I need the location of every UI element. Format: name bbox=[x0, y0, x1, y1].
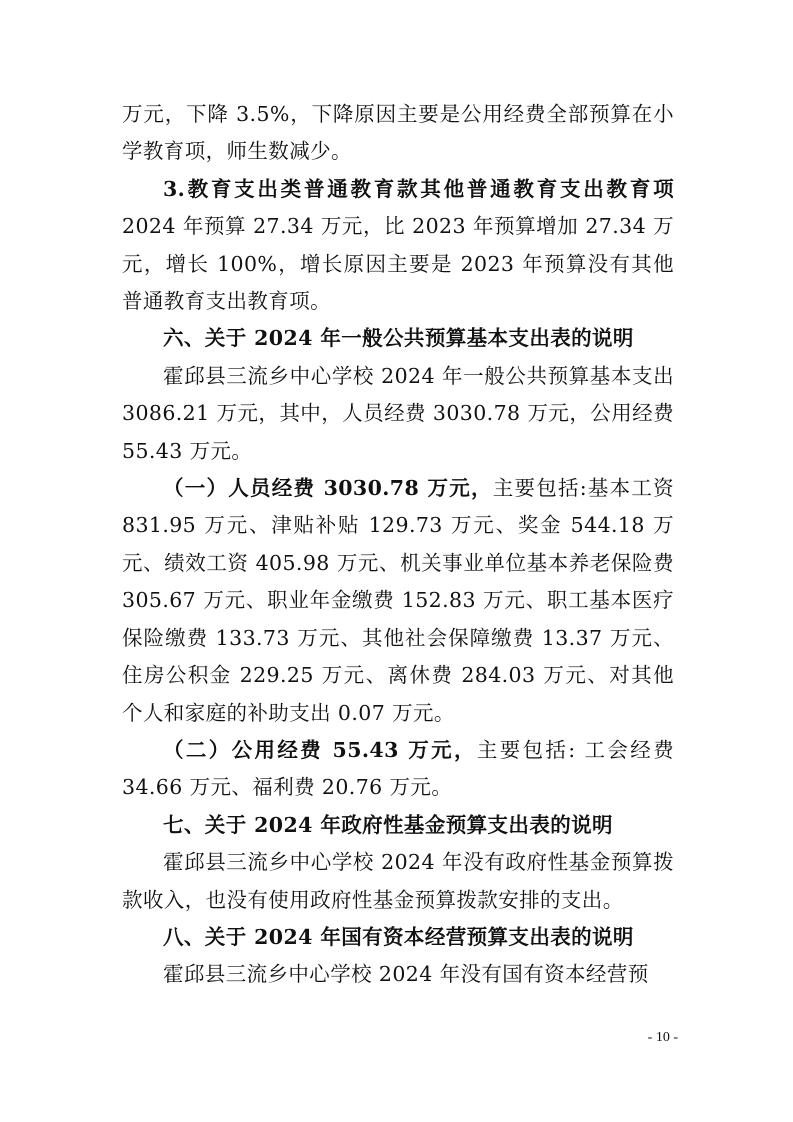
section-heading-6: 六、关于 2024 年一般公共预算基本支出表的说明 bbox=[163, 326, 634, 351]
paragraph-government-fund: 霍邱县三流乡中心学校 2024 年没有政府性基金预算拨款收入，也没有使用政府性基金预算拨款安排的支出。 bbox=[122, 850, 674, 912]
item-3-title: 3.教育支出类普通教育款其他普通教育支出教育项 bbox=[163, 176, 674, 201]
item-3-text: 2024 年预算 27.34 万元，比 2023 年预算增加 27.34 万元，增长 100%，增长原因主要是 2023 年预算没有其他普通教育支出教育项。 bbox=[122, 214, 674, 314]
paragraph-state-capital: 霍邱县三流乡中心学校 2024 年没有国有资本经营预 bbox=[163, 962, 649, 987]
paragraph-basic-expenditure: 霍邱县三流乡中心学校 2024 年一般公共预算基本支出 3086.21 万元，其中，人员经费 3030.78 万元，公用经费 55.43 万元。 bbox=[122, 363, 674, 463]
paragraph-continuation: 万元，下降 3.5%，下降原因主要是公用经费全部预算在小学教育项，师生数减少。 bbox=[122, 102, 674, 164]
section-heading-7: 七、关于 2024 年政府性基金预算支出表的说明 bbox=[163, 812, 613, 837]
personnel-expenses-title: （一）人员经费 3030.78 万元， bbox=[163, 476, 493, 501]
document-body bbox=[122, 96, 674, 994]
personnel-expenses-text: 主要包括:基本工资 831.95 万元、津贴补贴 129.73 万元、奖金 544.18 万元、绩效工资 405.98 万元、机关事业单位基本养老保险费 305.67 万元、职业年金缴费 152.83 万元、职工基本医疗保险缴费 133.73 万元、其他社会保障缴费 13.37 万元、住房公积金 229.25 万元、离休费 284.03 万元、对其他个人和家庭的补助支出 0.07 万元。 bbox=[122, 476, 674, 725]
public-expenses-text: 主要包括: 工会经费 34.66 万元、福利费 20.76 万元。 bbox=[122, 737, 674, 800]
paragraph-personnel-expenses bbox=[122, 470, 674, 732]
paragraph-public-expenses bbox=[122, 732, 674, 807]
section-heading-8: 八、关于 2024 年国有资本经营预算支出表的说明 bbox=[163, 924, 634, 949]
page-number: - 10 - bbox=[647, 1030, 678, 1045]
paragraph-item-3 bbox=[122, 171, 674, 321]
public-expenses-title: （二）公用经费 55.43 万元， bbox=[163, 737, 477, 762]
